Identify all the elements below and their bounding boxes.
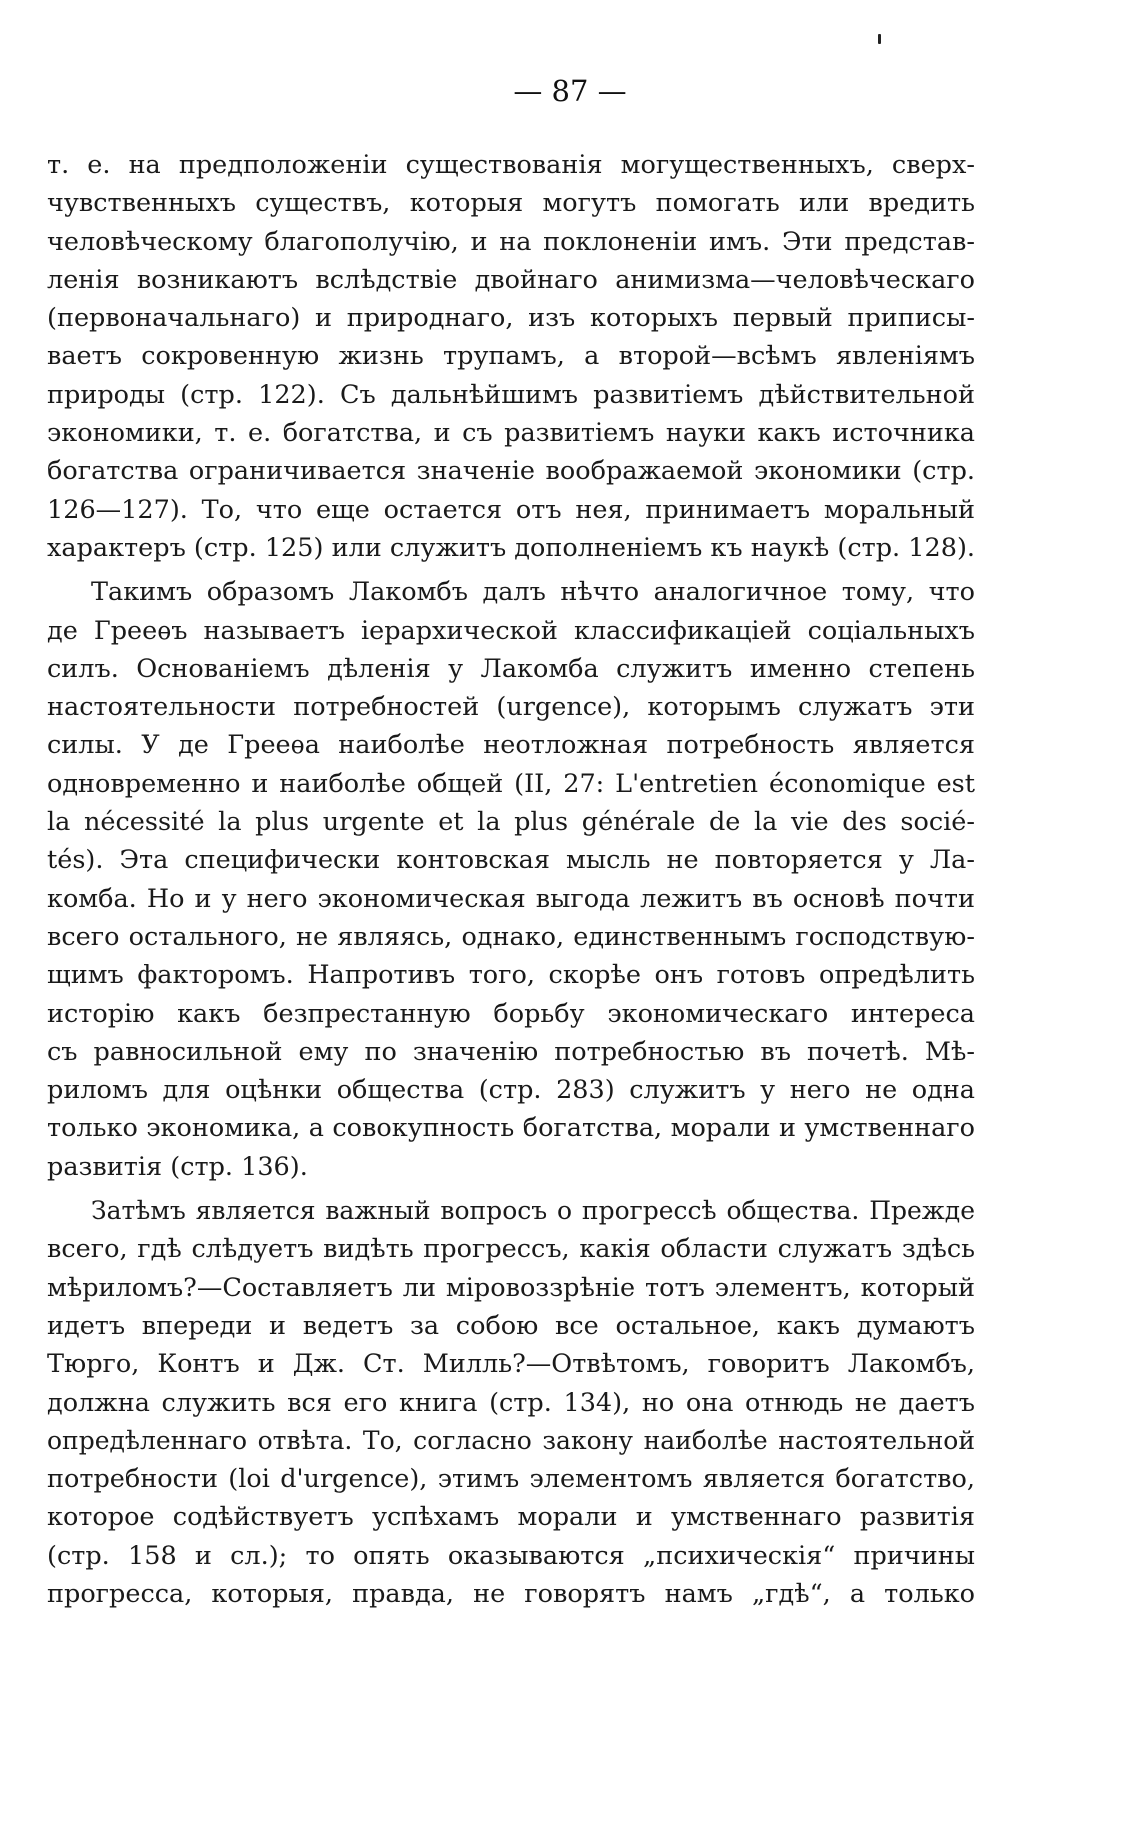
ink-mark bbox=[878, 34, 881, 44]
paragraph-1 bbox=[47, 146, 975, 567]
text-line: всего, гдѣ слѣдуетъ видѣть прогрессъ, какія области служатъ здѣсь bbox=[47, 1234, 975, 1265]
text-line: Затѣмъ является важный вопросъ о прогрессѣ общества. Прежде bbox=[91, 1196, 975, 1226]
text-line: ваетъ сокровенную жизнь трупамъ, а второй—всѣмъ явленіямъ bbox=[47, 341, 975, 372]
text-line: всего остального, не являясь, однако, единственнымъ господствую- bbox=[47, 921, 975, 952]
text-line: tés). Эта специфически контовская мысль не повторяется у Ла- bbox=[47, 845, 975, 876]
text-line: характеръ (стр. 125) или служитъ дополненіемъ къ наукѣ (стр. 128). bbox=[47, 532, 975, 563]
text-line: Тюрго, Контъ и Дж. Ст. Милль?—Отвѣтомъ, говоритъ Лакомбъ, bbox=[47, 1349, 975, 1380]
text-line: идетъ впереди и ведетъ за собою все остальное, какъ думаютъ bbox=[47, 1310, 975, 1341]
text-line: ленія возникаютъ вслѣдствіе двойнаго анимизма—человѣческаго bbox=[47, 264, 975, 295]
page-number: — 87 — bbox=[513, 74, 627, 108]
text-line: богатства ограничивается значеніе воображаемой экономики (стр. bbox=[47, 456, 975, 487]
text-line: только экономика, а совокупность богатства, морали и умственнаго bbox=[47, 1113, 975, 1144]
text-line: т. е. на предположеніи существованія могущественныхъ, сверх- bbox=[47, 150, 975, 180]
text-line: настоятельности потребностей (urgence), которымъ служатъ эти bbox=[47, 692, 975, 723]
text-line: природы (стр. 122). Съ дальнѣйшимъ развитіемъ дѣйствительной bbox=[47, 379, 975, 410]
text-line: исторію какъ безпрестанную борьбу экономическаго интереса bbox=[47, 998, 975, 1029]
text-line: экономики, т. е. богатства, и съ развитіемъ науки какъ источника bbox=[47, 418, 975, 449]
text-line: риломъ для оцѣнки общества (стр. 283) служитъ у него не одна bbox=[47, 1075, 975, 1106]
text-line: съ равносильной ему по значенію потребностью въ почетѣ. Мѣ- bbox=[47, 1036, 975, 1067]
text-line: комба. Но и у него экономическая выгода лежитъ въ основѣ почти bbox=[47, 883, 975, 914]
text-line: чувственныхъ существъ, которыя могутъ помогать или вредить bbox=[47, 188, 975, 219]
text-line: силы. У де Грееѳа наиболѣе неотложная потребность является bbox=[47, 730, 975, 761]
text-line: человѣческому благополучію, и на поклоненіи имъ. Эти представ- bbox=[47, 226, 975, 257]
text-line: должна служить вся его книга (стр. 134), но она отнюдь не даетъ bbox=[47, 1387, 975, 1418]
paragraph-2 bbox=[47, 573, 975, 1186]
text-line: развитія (стр. 136). bbox=[47, 1151, 308, 1182]
text-line: Такимъ образомъ Лакомбъ далъ нѣчто аналогичное тому, что bbox=[91, 577, 975, 608]
text-line: 126—127). То, что еще остается отъ нея, принимаетъ моральный bbox=[47, 494, 975, 525]
paragraph-3 bbox=[47, 1192, 975, 1613]
text-line: которое содѣйствуетъ успѣхамъ морали и умственнаго развитія bbox=[47, 1502, 975, 1533]
text-line: мѣриломъ?—Составляетъ ли міровоззрѣніе тотъ элементъ, который bbox=[47, 1272, 975, 1303]
text-line: (стр. 158 и сл.); то опять оказываются „психическія“ причины bbox=[47, 1540, 975, 1571]
text-line: потребности (loi d'urgence), этимъ элементомъ является богатство, bbox=[47, 1464, 975, 1495]
text-line: одновременно и наиболѣе общей (II, 27: L'entretien économique est bbox=[47, 768, 975, 799]
text-line: опредѣленнаго отвѣта. То, согласно закону наиболѣе настоятельной bbox=[47, 1425, 975, 1455]
text-line: (первоначальнаго) и природнаго, изъ которыхъ первый приписы- bbox=[47, 303, 975, 334]
text-line: щимъ факторомъ. Напротивъ того, скорѣе онъ готовъ опредѣлить bbox=[47, 960, 975, 991]
body-text bbox=[47, 146, 975, 1613]
text-line: прогресса, которыя, правда, не говорятъ намъ „гдѣ“, а только bbox=[47, 1578, 975, 1609]
text-line: де Грееѳъ называетъ іерархической классификаціей соціальныхъ bbox=[47, 615, 975, 646]
text-line: la nécessité la plus urgente et la plus générale de la vie des socié- bbox=[47, 807, 975, 838]
text-line: силъ. Основаніемъ дѣленія у Лакомба служитъ именно степень bbox=[47, 653, 975, 684]
